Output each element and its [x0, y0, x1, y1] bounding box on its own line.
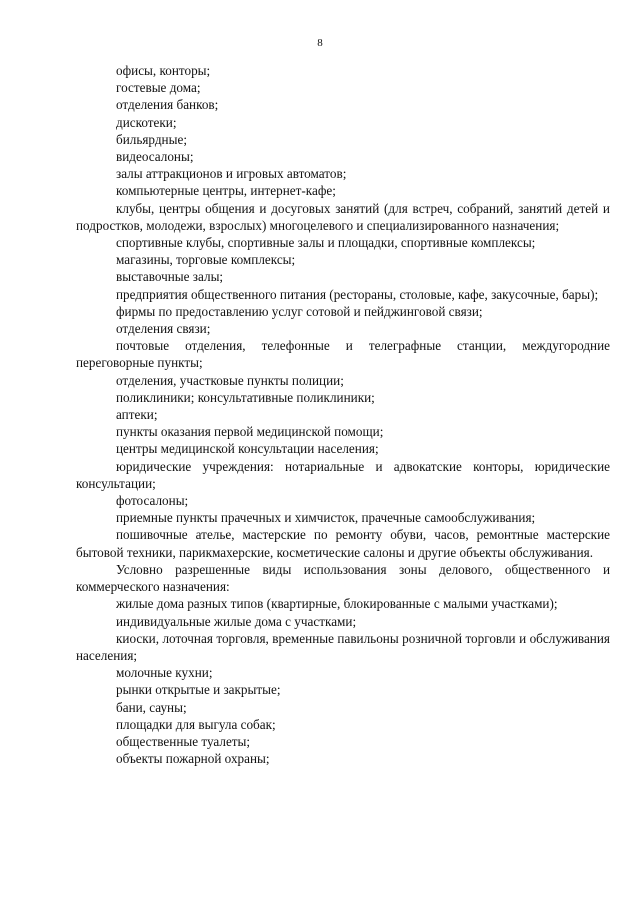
paragraph: видеосалоны; [116, 149, 194, 165]
paragraph: аптеки; [116, 407, 158, 423]
paragraph: пошивочные ателье, мастерские по ремонту обуви, часов, ремонтные мастерские бытовой техники, парикмахерские, косметические салоны и другие объекты обслуживания. [76, 527, 610, 560]
paragraph: объекты пожарной охраны; [116, 751, 270, 767]
paragraph: пункты оказания первой медицинской помощи; [116, 424, 384, 440]
paragraph: поликлиники; консультативные поликлиники; [116, 389, 375, 405]
paragraph: жилые дома разных типов (квартирные, блокированные с малыми участками); [116, 596, 558, 612]
paragraph: юридические учреждения: нотариальные и адвокатские конторы, юридические консультации; [76, 458, 610, 491]
paragraph: фотосалоны; [116, 493, 189, 509]
paragraph: гостевые дома; [116, 80, 201, 96]
paragraph: индивидуальные жилые дома с участками; [116, 613, 357, 629]
paragraph: офисы, конторы; [116, 63, 211, 78]
paragraph: площадки для выгула собак; [116, 716, 276, 732]
paragraph: бани, сауны; [116, 699, 187, 715]
paragraph: отделения связи; [116, 321, 211, 337]
paragraph: Условно разрешенные виды использования зоны делового, общественного и коммерческого назначения: [76, 561, 610, 595]
paragraph: бильярдные; [116, 131, 187, 147]
paragraph: общественные туалеты; [116, 733, 251, 749]
paragraph: залы аттракционов и игровых автоматов; [116, 166, 347, 182]
paragraph: отделения банков; [116, 97, 219, 113]
document-body [76, 62, 610, 767]
paragraph: приемные пункты прачечных и химчисток, прачечные самообслуживания; [116, 510, 536, 526]
paragraph: дискотеки; [116, 114, 177, 130]
paragraph: центры медицинской консультации населения; [116, 441, 379, 457]
paragraph: клубы, центры общения и досуговых занятий (для встреч, собраний, занятий детей и подростков, молодежи, взрослых) многоцелевого и специализированного назначения; [76, 200, 610, 233]
paragraph: молочные кухни; [116, 665, 213, 681]
paragraph: фирмы по предоставлению услуг сотовой и пейджинговой связи; [116, 303, 483, 319]
paragraph: киоски, лоточная торговля, временные павильоны розничной торговли и обслуживания населения; [76, 630, 610, 663]
page-number: 8 [317, 37, 323, 49]
paragraph: спортивные клубы, спортивные залы и площадки, спортивные комплексы; [116, 235, 536, 251]
paragraph: компьютерные центры, интернет-кафе; [116, 183, 336, 199]
paragraph: предприятия общественного питания (рестораны, столовые, кафе, закусочные, бары); [116, 286, 599, 302]
paragraph: выставочные залы; [116, 269, 224, 285]
paragraph: магазины, торговые комплексы; [116, 252, 296, 268]
paragraph: отделения, участковые пункты полиции; [116, 372, 344, 388]
paragraph: почтовые отделения, телефонные и телеграфные станции, междугородние переговорные пункты; [76, 338, 610, 371]
paragraph: рынки открытые и закрытые; [116, 682, 281, 698]
